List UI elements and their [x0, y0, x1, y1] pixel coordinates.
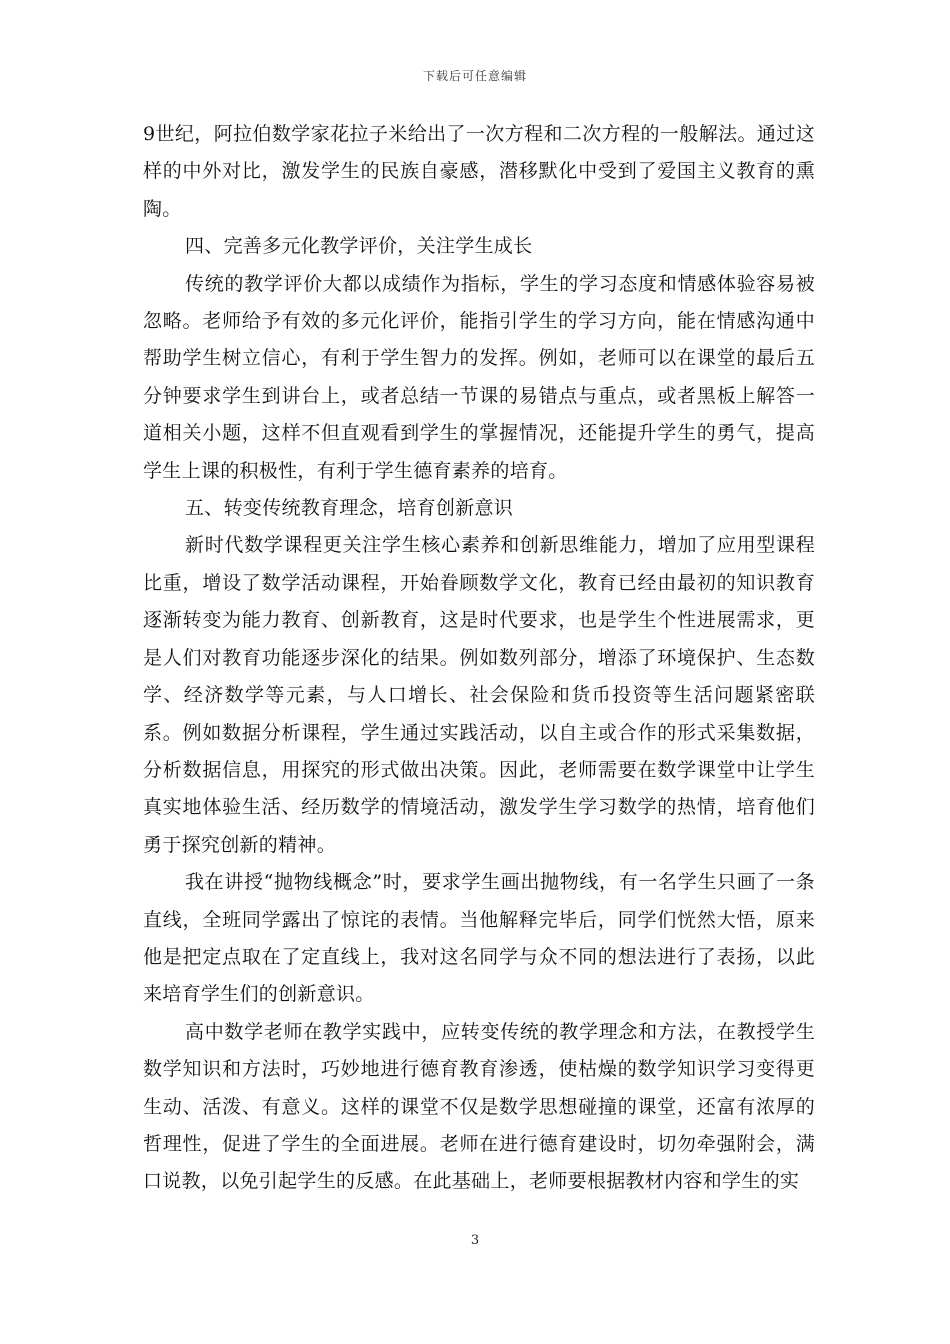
paragraph-new-era: 新时代数学课程更关注学生核心素养和创新思维能力，增加了应用型课程比重，增设了数学活动课程，开始眷顾数学文化，教育已经由最初的知识教育逐渐转变为能力教育、创新教育，这是时代要求，也是学生个性进展需求，更是人们对教育功能逐步深化的结果。例如数列部分，增添了环境保护、生态数学、经济数学等元素，与人口增长、社会保险和货币投资等生活问题紧密联系。例如数据分析课程，学生通过实践活动，以自主或合作的形式采集数据，分析数据信息，用探究的形式做出决策。因此，老师需要在数学课堂中让学生真实地体验生活、经历数学的情境活动，激发学生学习数学的热情，培育他们勇于探究创新的精神。 [143, 534, 815, 856]
paragraph-evaluation: 传统的教学评价大都以成绩作为指标，学生的学习态度和情感体验容易被忽略。老师给予有效的多元化评价，能指引学生的学习方向，能在情感沟通中帮助学生树立信心，有利于学生智力的发挥。例如，老师可以在课堂的最后五分钟要求学生到讲台上，或者总结一节课的易错点与重点，或者黑板上解答一道相关小题，这样不但直观看到学生的掌握情况，还能提升学生的勇气，提高学生上课的积极性，有利于学生德育素养的培育。 [143, 272, 815, 482]
page-header: 下载后可任意编辑 [422, 69, 527, 83]
paragraph-conclusion: 高中数学老师在教学实践中，应转变传统的教学理念和方法，在教授学生数学知识和方法时，巧妙地进行德育教育渗透，使枯燥的数学知识学习变得更生动、活泼、有意义。这样的课堂不仅是数学思想碰撞的课堂，还富有浓厚的哲理性，促进了学生的全面进展。老师在进行德育建设时，切勿牵强附会，满口说教，以免引起学生的反感。在此基础上，老师要根据教材内容和学生的实 [143, 1020, 815, 1193]
paragraph-parabola: 我在讲授“抛物线概念”时，要求学生画出抛物线，有一名学生只画了一条直线，全班同学露出了惊诧的表情。当他解释完毕后，同学们恍然大悟，原来他是把定点取在了定直线上，我对这名同学与众不同的想法进行了表扬，以此来培育学生们的创新意识。 [143, 871, 815, 1006]
paragraph-continuation: 9世纪，阿拉伯数学家花拉子米给出了一次方程和二次方程的一般解法。通过这样的中外对比，激发学生的民族自豪感，潜移默化中受到了爱国主义教育的熏陶。 [143, 123, 815, 220]
section-heading-four: 四、完善多元化教学评价，关注学生成长 [185, 235, 533, 258]
page-number: 3 [470, 1233, 480, 1248]
document-body [143, 116, 815, 1201]
section-heading-five: 五、转变传统教育理念，培育创新意识 [185, 497, 514, 520]
